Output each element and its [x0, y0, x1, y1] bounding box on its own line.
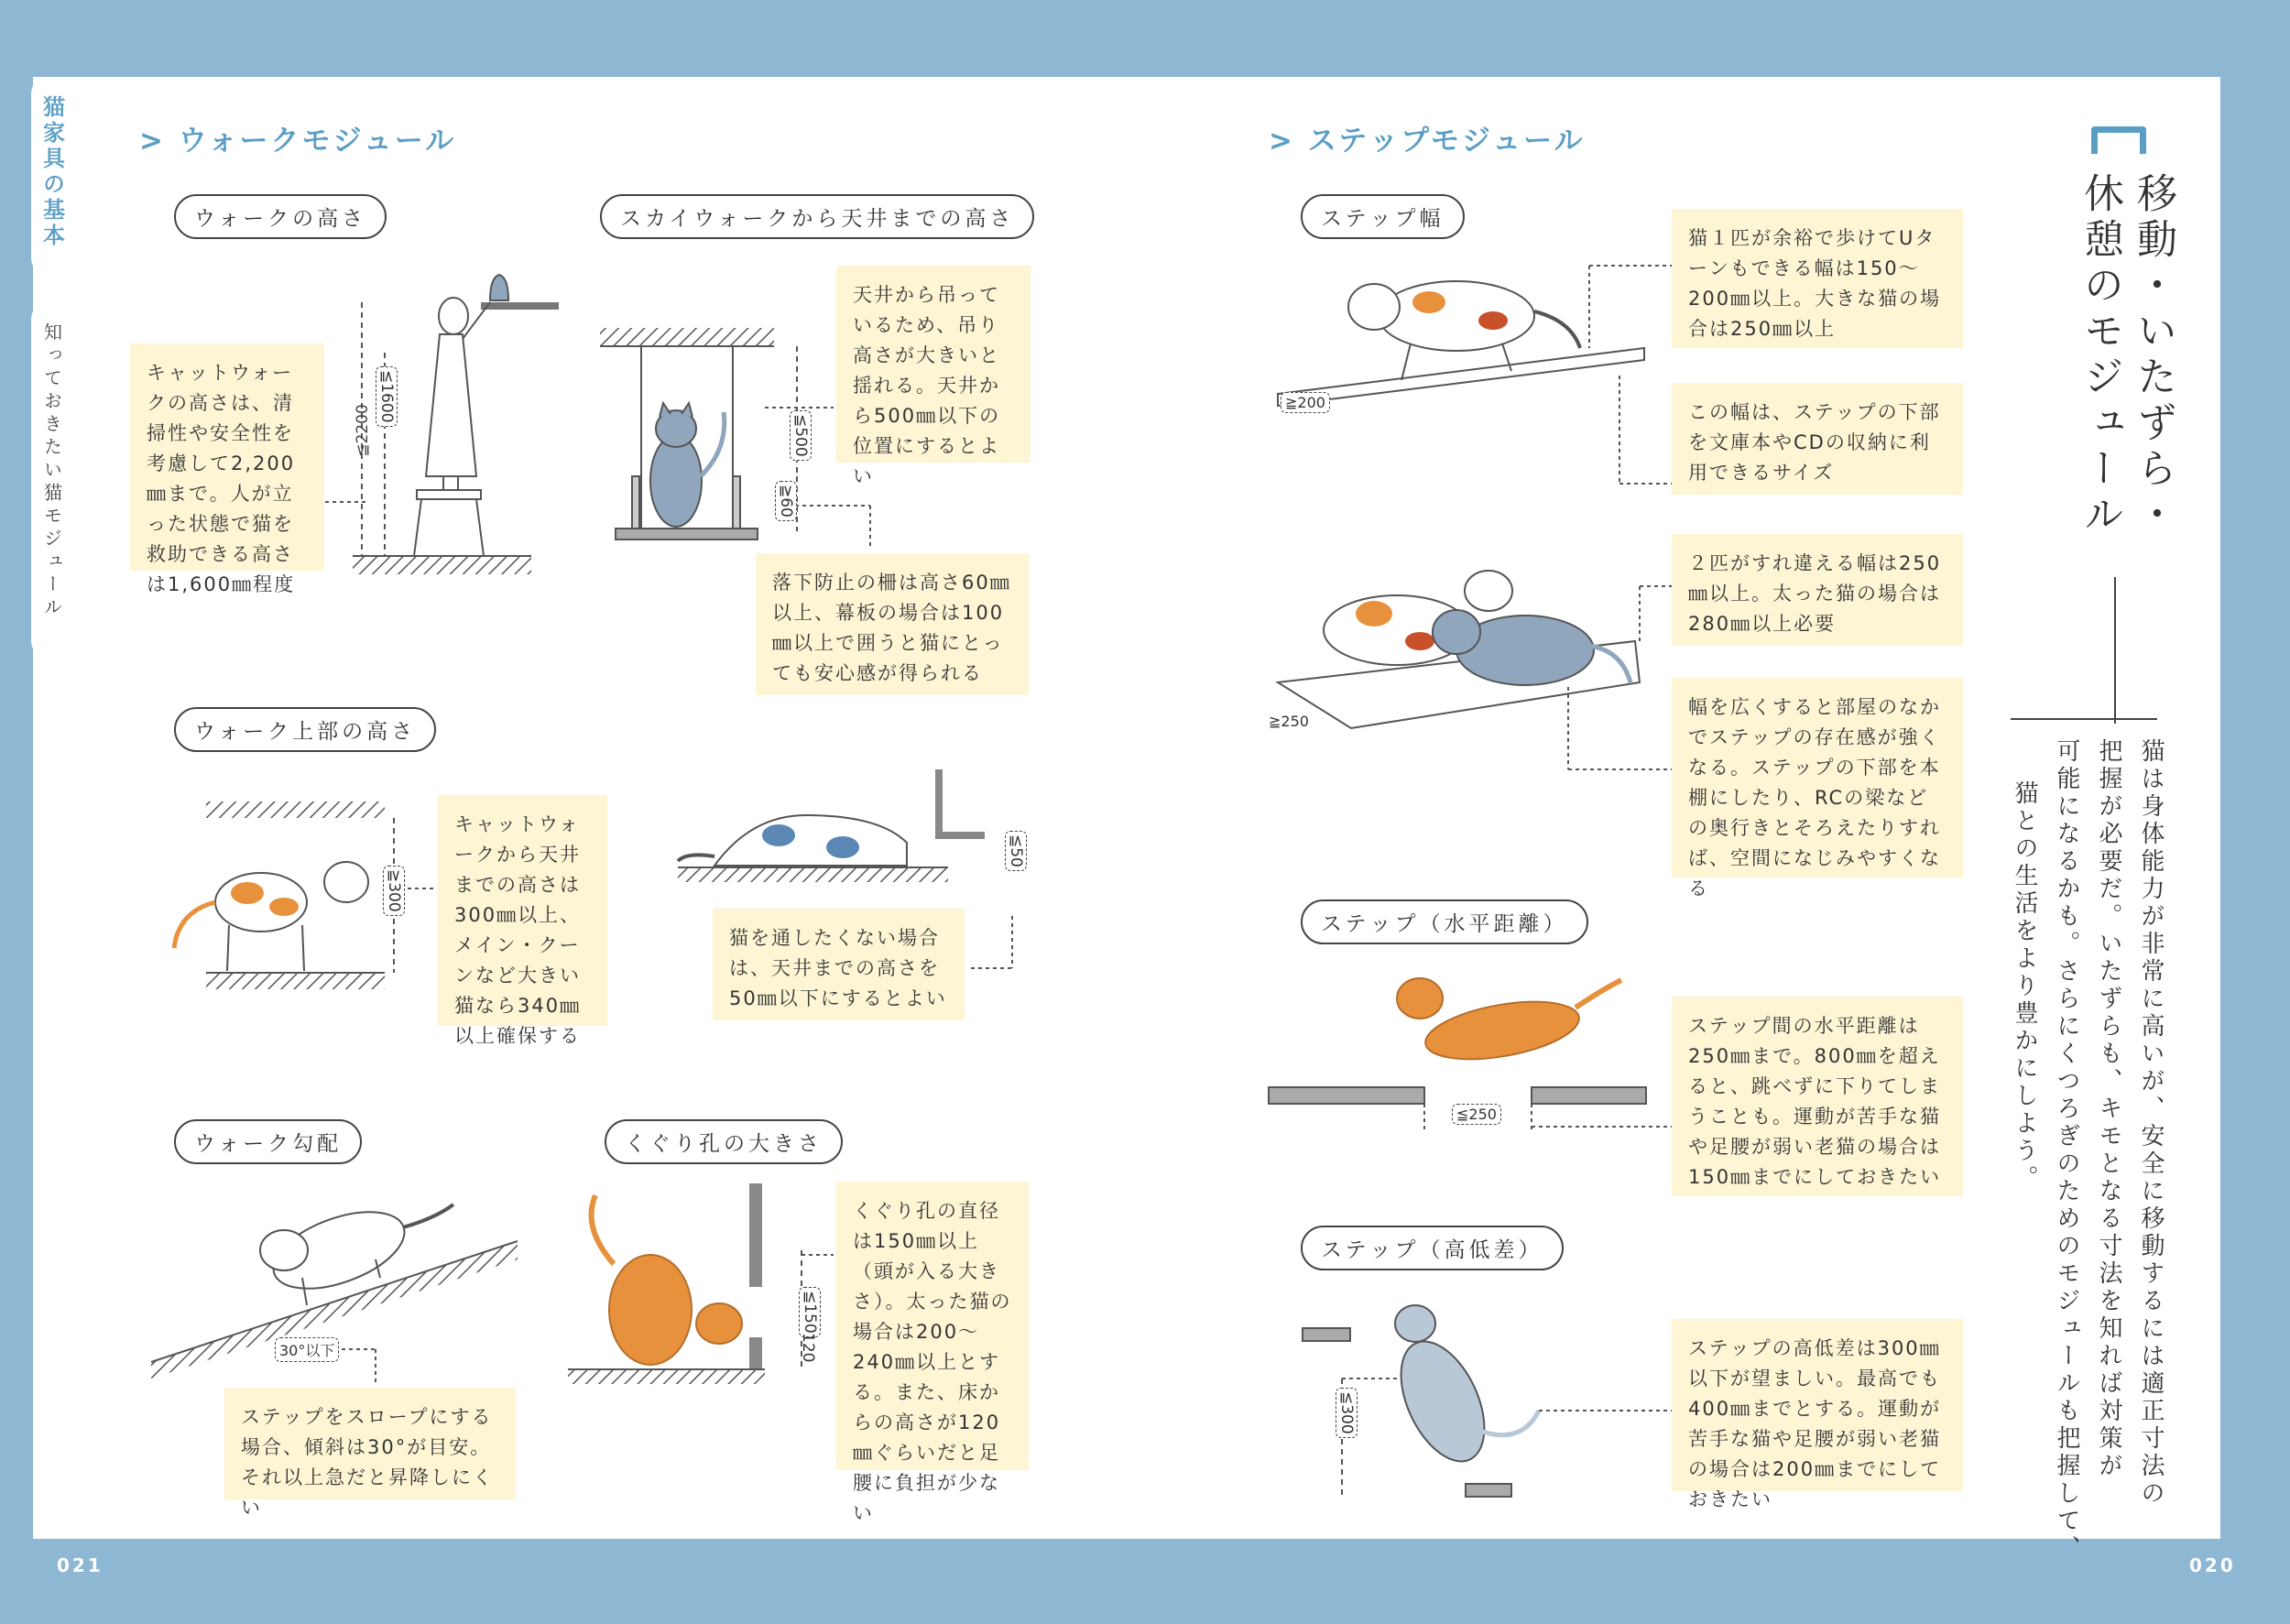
lead-col-3: 可能になるかも。さらにくつろぎのためのモジュールも把握して、 — [2053, 738, 2080, 1563]
step-module-heading: > ステップモジュール — [1269, 125, 1586, 158]
step-board-top — [1303, 1328, 1350, 1341]
step-width-note-3: ２匹がすれ違える幅は250㎜以上。太った猫の場合は280㎜以上必要 — [1672, 534, 1963, 646]
dim-500: ≦500 — [790, 410, 812, 461]
woman-figure — [426, 298, 490, 490]
orange-cat-jumping — [1397, 978, 1621, 1069]
step-horizontal-label: ステップ（水平距離） — [1301, 899, 1588, 944]
dim-200: ≧200 — [1281, 392, 1330, 413]
orange-cat-walking — [174, 862, 368, 971]
lead-col-4: 猫との生活をより豊かにしよう。 — [2011, 780, 2038, 1193]
step-width-note-4: 幅を広くすると部屋のなかでステップの存在感が強くなる。ステップの下部を本棚にしたり、RCの梁などの奥行きとそろえたりすれば、空間になじみやすくなる — [1672, 678, 1963, 877]
step-width-label: ステップ幅 — [1301, 194, 1465, 239]
step-vertical-label: ステップ（高低差） — [1301, 1226, 1564, 1270]
crawling-cat — [678, 815, 907, 866]
gray-tabby-climbing — [1384, 1305, 1539, 1475]
chapter-rule-horizontal — [2011, 718, 2157, 720]
lead-col-1: 猫は身体能力が非常に高いが、安全に移動するには適正寸法の — [2137, 738, 2165, 1508]
dim-300-upper: ≧300 — [383, 866, 405, 916]
category-tab-label: 猫家具の基本 — [38, 95, 65, 249]
sky-walk-board — [616, 529, 758, 540]
walk-height-label: ウォークの高さ — [174, 194, 387, 239]
dim-250-horizontal: ≦250 — [1452, 1104, 1501, 1125]
walk-module-heading: > ウォークモジュール — [139, 125, 457, 158]
step-board-bottom — [1466, 1484, 1511, 1497]
dim-1600: ≦1600 — [376, 366, 398, 427]
dim-60: ≧60 — [775, 481, 797, 521]
shelf — [481, 302, 559, 310]
small-cat-on-shelf — [490, 275, 508, 300]
sky-walk-note-2: 落下防止の柵は高さ60㎜以上、幕板の場合は100㎜以上で囲うと猫にとっても安心感が得られる — [756, 553, 1029, 695]
chapter-title-line1: 移動・いたずら・ — [2130, 172, 2176, 539]
chapter-rule-vertical — [2114, 577, 2116, 724]
two-cats-passing — [1324, 571, 1630, 685]
lead-col-2: 把握が必要だ。いたずらも、キモとなる寸法を知れば対策が — [2095, 738, 2122, 1480]
left-page-number: 021 — [57, 1554, 104, 1576]
dim-50: ≦50 — [1005, 831, 1027, 871]
dim-250-width: ≧250 — [1269, 713, 1309, 730]
step-horizontal-note: ステップ間の水平距離は250㎜まで。800㎜を超えると、跳べずに下りてしまうことも。運動が苦手な猫や足腰が弱い老猫の場合は150㎜までにしておきたい — [1672, 997, 1963, 1196]
chapter-title-line2: 休憩のモジュール — [2077, 172, 2123, 539]
walk-slope-note: ステップをスロープにする場合、傾斜は30°が目安。それ以上急だと昇降しにくい — [224, 1388, 516, 1499]
walk-slope-label: ウォーク勾配 — [174, 1119, 362, 1164]
step-width-note-2: この幅は、ステップの下部を文庫本やCDの収納に利用できるサイズ — [1672, 383, 1963, 495]
step-width-note-1: 猫１匹が余裕で歩けてUターンもできる幅は150〜200㎜以上。大きな猫の場合は250㎜以上 — [1672, 209, 1963, 348]
hole-size-note: くぐり孔の直径は150㎜以上（頭が入る大きさ）。太った猫の場合は200〜240㎜以上とする。また、床からの高さが120㎜ぐらいだと足腰に負担が少ない — [836, 1182, 1029, 1470]
orange-cat-hole — [592, 1195, 743, 1365]
sky-walk-note-1: 天井から吊っているため、吊り高さが大きいと揺れる。天井から500㎜以下の位置にするとよい — [836, 266, 1030, 463]
dim-30deg: 30°以下 — [275, 1337, 339, 1362]
walk-upper-note-1: キャットウォークから天井までの高さは300㎜以上、メイン・クーンなど大きい猫なら340㎜以上確保する — [438, 795, 607, 1026]
dim-150: ≦150 — [799, 1287, 821, 1337]
chapter-logo-icon — [2091, 126, 2146, 154]
step-board-left — [1269, 1087, 1424, 1104]
hole-size-label: くぐり孔の大きさ — [605, 1119, 843, 1164]
step-board-right — [1532, 1087, 1646, 1104]
walk-upper-note-2: 猫を通したくない場合は、天井までの高さを50㎜以下にするとよい — [713, 909, 965, 1020]
dim-2200: ≦2200 — [354, 404, 372, 457]
stool — [414, 490, 484, 556]
dim-300-vertical: ≦300 — [1336, 1388, 1358, 1438]
gray-cat-sky — [650, 403, 725, 527]
walk-height-note: キャットウォークの高さは、清掃性や安全性を考慮して2,200㎜まで。人が立った状態で猫を救助できる高さは1,600㎜程度 — [130, 343, 324, 571]
sky-walk-label: スカイウォークから天井までの高さ — [600, 194, 1034, 239]
right-page-number: 020 — [2189, 1554, 2236, 1576]
floor-hatch — [353, 556, 531, 574]
walk-upper-label: ウォーク上部の高さ — [174, 707, 436, 752]
step-vertical-note: ステップの高低差は300㎜以下が望ましい。最高でも400㎜までとする。運動が苦手な猫や足腰が弱い老猫の場合は200㎜までにしておきたい — [1672, 1319, 1963, 1491]
dim-120: 120 — [799, 1333, 817, 1363]
subcategory-tab-label: 知っておきたい猫モジュール — [40, 322, 63, 620]
